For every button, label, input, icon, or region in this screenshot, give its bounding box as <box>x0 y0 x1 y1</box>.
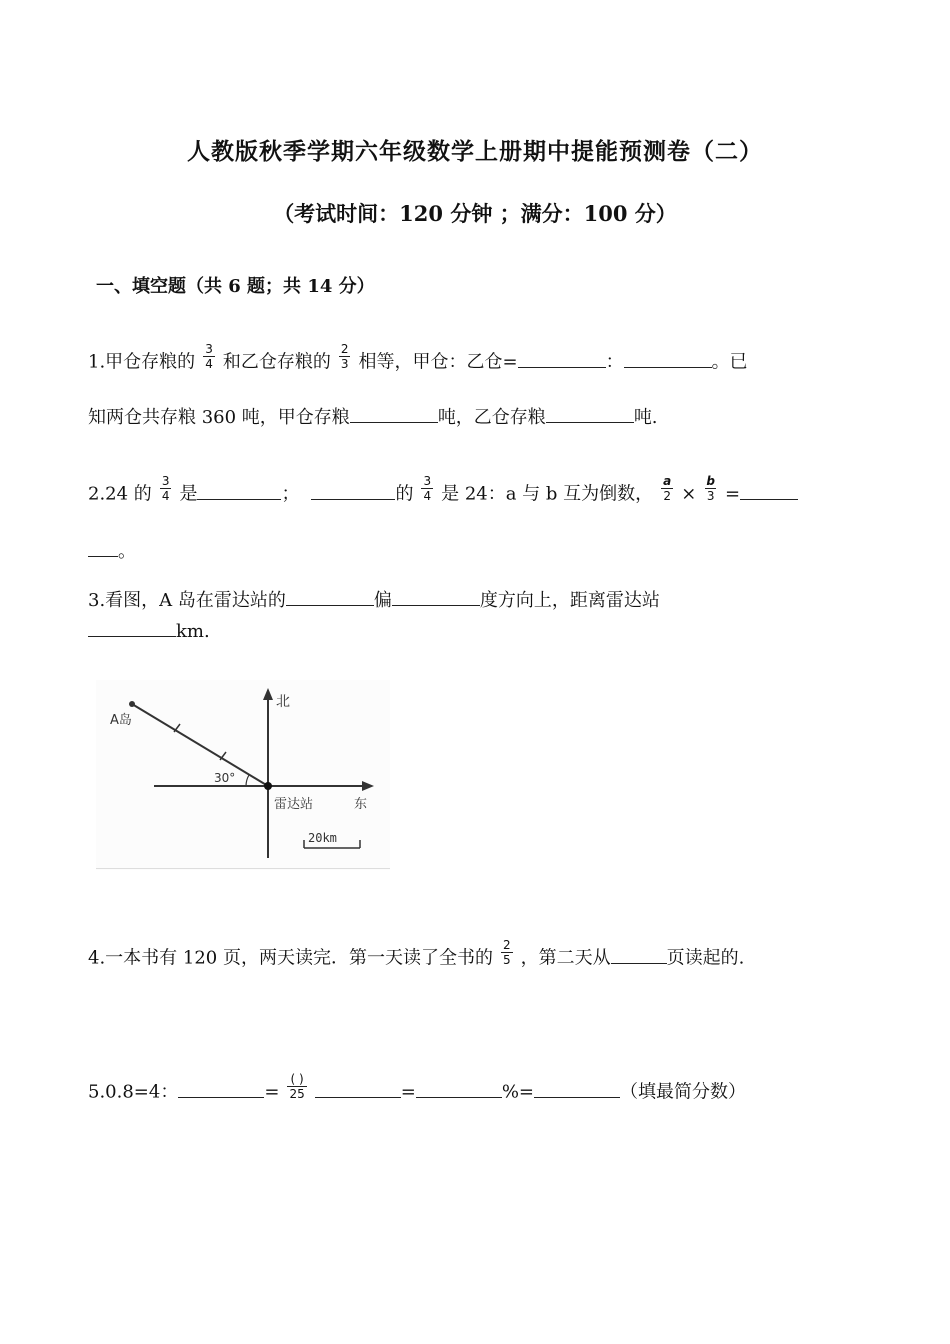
answer-blank[interactable] <box>518 349 606 368</box>
east-label: 东 <box>354 797 368 812</box>
answer-blank[interactable] <box>178 1079 264 1098</box>
question-5 <box>88 1072 746 1107</box>
answer-blank[interactable] <box>286 587 374 606</box>
q4-text: 页读起的. <box>666 947 745 969</box>
answer-blank[interactable] <box>88 538 118 557</box>
divider <box>96 868 390 869</box>
times-sign: × <box>681 483 697 505</box>
answer-blank[interactable] <box>416 1079 502 1098</box>
q3-text: 3.看图，A 岛在雷达站的 <box>88 590 286 611</box>
q1-text: 1.甲仓存粮的 <box>88 351 196 373</box>
q1-text: 知两仓共存粮 360 吨，甲仓存粮 <box>88 407 350 428</box>
question-2-line-1 <box>88 474 798 509</box>
island-label: A岛 <box>110 713 132 728</box>
fraction: $\frac{3}{4}$ <box>161 474 170 503</box>
answer-blank[interactable] <box>624 349 712 368</box>
station-label: 雷达站 <box>274 797 314 812</box>
radar-diagram <box>96 680 390 870</box>
q1-text: 吨. <box>633 407 658 428</box>
q1-text: 相等，甲仓：乙仓= <box>358 351 518 373</box>
scale-label: 20km <box>308 831 337 845</box>
q5-text: = <box>400 1081 416 1103</box>
fraction: $\frac{a}{2}$ <box>663 474 672 503</box>
q3-text: 偏 <box>373 590 392 611</box>
answer-blank[interactable] <box>740 481 798 500</box>
page-title: 人教版秋季学期六年级数学上册期中提能预测卷（二） <box>187 138 763 165</box>
fraction: $\frac{b}{3}$ <box>706 474 715 503</box>
q5-text: %= <box>501 1081 534 1103</box>
exam-info: （考试时间：120 分钟 ；满分：100 分） <box>273 201 677 226</box>
q5-text: （填最简分数） <box>620 1081 746 1103</box>
q5-text: 5.0.8=4： <box>88 1081 179 1103</box>
q3-text: km. <box>176 621 210 642</box>
island-point <box>129 701 135 707</box>
answer-blank[interactable] <box>546 404 634 423</box>
station-point <box>264 782 272 790</box>
q2-text: 2.24 的 <box>88 483 152 505</box>
answer-blank[interactable] <box>350 404 438 423</box>
section-heading: 一、填空题（共 6 题；共 14 分） <box>96 276 375 297</box>
q2-text: 的 <box>395 483 414 505</box>
q3-text: 度方向上，距离雷达站 <box>479 590 660 611</box>
question-4 <box>88 938 745 973</box>
q1-text: 和乙仓存粮的 <box>222 351 331 373</box>
answer-blank[interactable] <box>534 1079 620 1098</box>
question-3-line-1 <box>88 587 660 613</box>
q2-text: ； <box>281 483 300 505</box>
q5-text: = <box>264 1081 280 1103</box>
answer-blank[interactable] <box>611 945 667 964</box>
q1-text: ： <box>605 351 624 373</box>
north-label: 北 <box>276 694 290 710</box>
q1-text: 。已 <box>711 351 748 373</box>
q2-text: 。 <box>118 541 136 562</box>
fraction: $\frac{3}{4}$ <box>423 474 432 503</box>
q2-text: 是 <box>179 483 198 505</box>
answer-blank[interactable] <box>315 1079 401 1098</box>
answer-blank[interactable] <box>88 618 176 637</box>
fraction: $\frac{3}{4}$ <box>205 342 213 371</box>
q2-text: 是 24：a 与 b 互为倒数， <box>441 483 654 505</box>
answer-blank[interactable] <box>392 587 480 606</box>
question-1-line-1 <box>88 342 748 377</box>
fraction: $\frac{( )}{25}$ <box>289 1072 305 1101</box>
fraction: $\frac{2}{3}$ <box>340 342 349 371</box>
q1-text: 吨，乙仓存粮 <box>437 407 546 428</box>
q4-text: 4.一本书有 120 页，两天读完．第一天读了全书的 <box>88 947 493 969</box>
question-3-line-2 <box>88 618 210 644</box>
q2-text: = <box>724 483 741 505</box>
q4-text: ，第二天从 <box>520 947 611 969</box>
question-2-line-2 <box>88 538 136 564</box>
answer-blank[interactable] <box>197 481 281 500</box>
fraction: $\frac{2}{5}$ <box>502 938 511 967</box>
answer-blank[interactable] <box>311 481 395 500</box>
question-1-line-2 <box>88 404 658 430</box>
angle-label: 30° <box>214 771 236 785</box>
